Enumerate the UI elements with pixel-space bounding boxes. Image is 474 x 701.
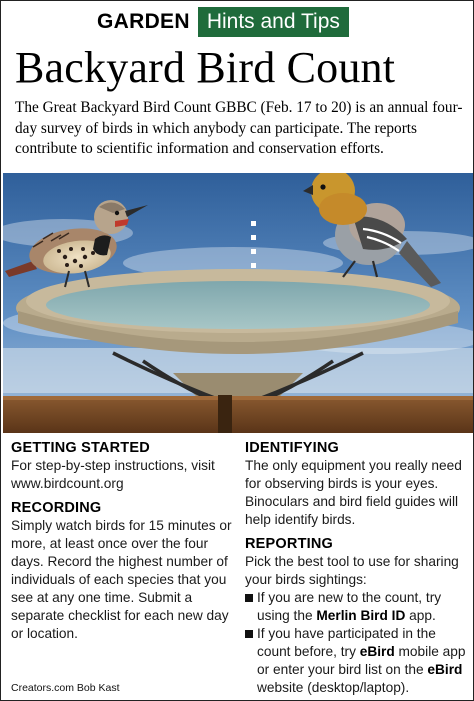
text-recording: Simply watch birds for 15 minutes or more, at least once over the four days. Record the highest number of individuals of each species that you see at any one time. Submit a separate checklist for each new day or location.: [11, 518, 232, 641]
heading-getting-started: GETTING STARTED: [11, 440, 150, 456]
left-column: [11, 439, 239, 643]
reporting-bullet-merlin: If you are new to the count, try using the Merlin Bird ID app.: [245, 589, 471, 625]
photo-credit: Creators.com Bob Kast: [11, 682, 120, 694]
right-column: [245, 439, 471, 697]
deck-railing: [3, 396, 473, 433]
section-header: [91, 7, 349, 37]
text-reporting: Pick the best tool to use for sharing your birds sightings:: [245, 554, 459, 587]
section-kicker-garden: GARDEN: [97, 10, 190, 33]
square-bullet-icon: [245, 589, 257, 625]
ebird-name: eBird: [359, 644, 395, 659]
square-bullet-icon: [245, 625, 257, 697]
article-intro: The Great Backyard Bird Count GBBC (Feb. 17 to 20) is an annual four-day survey of birds in which anybody can participate. The reports contribute to scientific information and conservation efforts.: [15, 99, 463, 157]
heading-recording: RECORDING: [11, 500, 102, 516]
heading-identifying: IDENTIFYING: [245, 440, 340, 456]
text-getting-started: For step-by-step instructions, visit www.birdcount.org: [11, 458, 215, 491]
bird-bath-photo: [3, 173, 473, 433]
bird-bath-illustration: [3, 173, 473, 433]
heading-reporting: REPORTING: [245, 536, 333, 552]
section-kicker-hints-and-tips: Hints and Tips: [198, 7, 349, 37]
article-title: Backyard Bird Count: [15, 43, 396, 92]
ebird-website-name: eBird: [427, 662, 463, 677]
merlin-bird-id-name: Merlin Bird ID: [316, 608, 406, 623]
reporting-bullet-ebird: If you have participated in the count before, try eBird mobile app or enter your bird list on the eBird website (desktop/laptop).: [245, 625, 471, 697]
text-identifying: The only equipment you really need for observing birds is your eyes. Binoculars and bird field guides will help identify birds.: [245, 458, 462, 527]
